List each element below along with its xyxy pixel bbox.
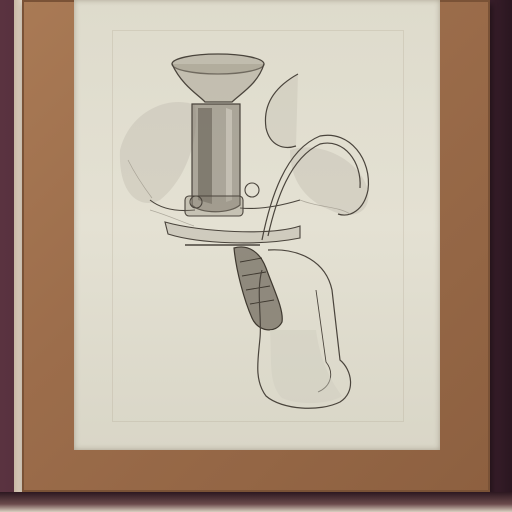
wash-shapes [120, 102, 369, 215]
ghost-hood-shape [120, 102, 196, 203]
base-plate [165, 222, 300, 243]
clamp-block [185, 196, 243, 216]
bolt-right [245, 183, 259, 197]
vessel-wash [270, 330, 342, 403]
tube-hook [265, 74, 298, 147]
coil-tassel [234, 247, 282, 330]
funnel [172, 54, 264, 102]
cylinder-shading [198, 108, 212, 204]
cylinder-highlight [226, 108, 232, 202]
funnel-bowl [172, 64, 264, 102]
